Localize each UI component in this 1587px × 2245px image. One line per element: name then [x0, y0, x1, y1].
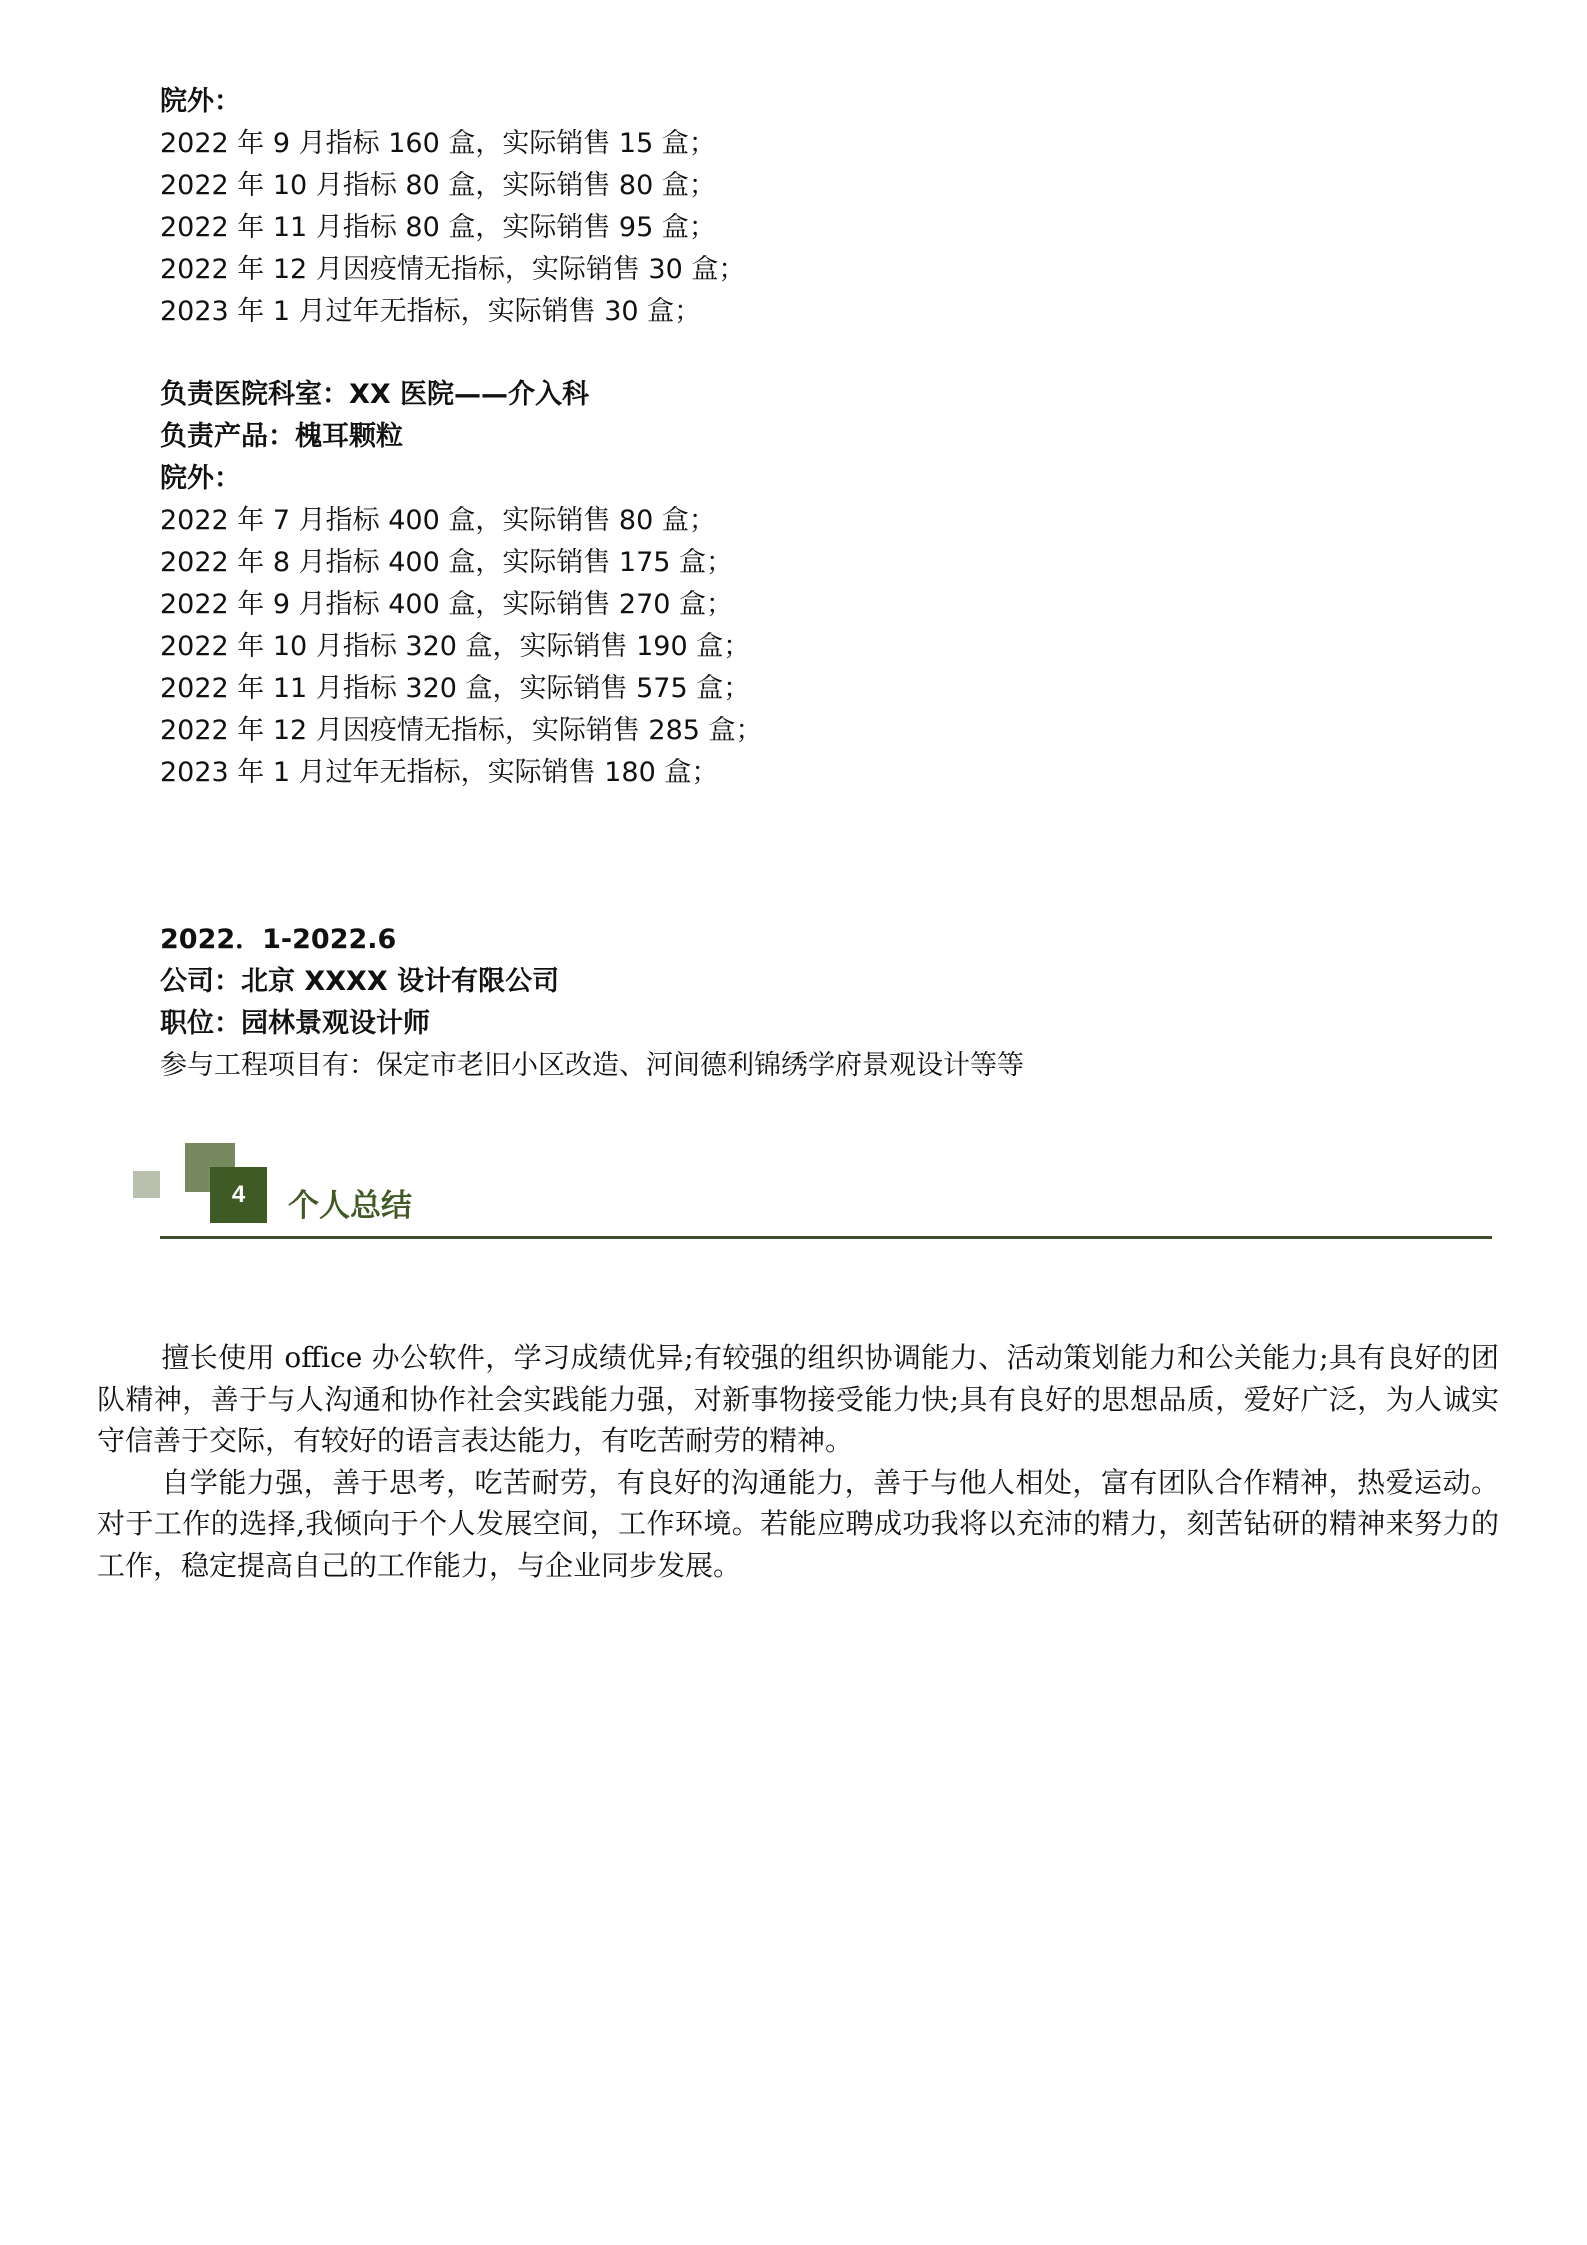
- sales-line: 2023 年 1 月过年无指标，实际销售 30 盒；: [160, 296, 702, 327]
- department-label: 负责医院科室：XX 医院——介入科: [160, 379, 590, 410]
- sales-line: 2022 年 9 月指标 400 盒，实际销售 270 盒；: [160, 589, 734, 620]
- summary-paragraph: 擅长使用 office 办公软件，学习成绩优异;有较强的组织协调能力、活动策划能力和公关能力;具有良好的团队精神，善于与人沟通和协作社会实践能力强，对新事物接受能力快;具有良好的思想品质，爱好广泛，为人诚实守信善于交际，有较好的语言表达能力，有吃苦耐劳的精神。: [97, 1341, 1499, 1457]
- work-position: 职位：园林景观设计师: [160, 1008, 430, 1039]
- sales-line: 2023 年 1 月过年无指标，实际销售 180 盒；: [160, 757, 719, 788]
- outpatient-heading-1: 院外：: [160, 86, 241, 117]
- sales-line: 2022 年 7 月指标 400 盒，实际销售 80 盒；: [160, 505, 716, 536]
- decor-square-light: [133, 1171, 160, 1198]
- sales-line: 2022 年 11 月指标 320 盒，实际销售 575 盒；: [160, 673, 751, 704]
- sales-line: 2022 年 9 月指标 160 盒，实际销售 15 盒；: [160, 128, 716, 159]
- personal-summary: [97, 1337, 1499, 1586]
- summary-paragraph: 自学能力强，善于思考，吃苦耐劳，有良好的沟通能力，善于与他人相处，富有团队合作精神，热爱运动。对于工作的选择,我倾向于个人发展空间，工作环境。若能应聘成功我将以充沛的精力，刻苦钻研的精神来努力的工作，稳定提高自己的工作能力，与企业同步发展。: [97, 1465, 1499, 1582]
- section-number: 4: [231, 1181, 246, 1208]
- work-projects: 参与工程项目有：保定市老旧小区改造、河间德利锦绣学府景观设计等等: [160, 1050, 1024, 1081]
- sales-line: 2022 年 10 月指标 80 盒，实际销售 80 盒；: [160, 170, 716, 201]
- section-title: 个人总结: [288, 1188, 412, 1224]
- sales-line: 2022 年 12 月因疫情无指标，实际销售 30 盒；: [160, 254, 746, 285]
- work-company: 公司：北京 XXXX 设计有限公司: [160, 966, 560, 997]
- product-label: 负责产品：槐耳颗粒: [160, 421, 403, 452]
- work-period: 2022．1-2022.6: [160, 924, 397, 955]
- sales-line: 2022 年 12 月因疫情无指标，实际销售 285 盒；: [160, 715, 763, 746]
- sales-line: 2022 年 8 月指标 400 盒，实际销售 175 盒；: [160, 547, 734, 578]
- sales-line: 2022 年 10 月指标 320 盒，实际销售 190 盒；: [160, 631, 751, 662]
- section-number-badge: [210, 1167, 267, 1223]
- sales-line: 2022 年 11 月指标 80 盒，实际销售 95 盒；: [160, 212, 716, 243]
- section-divider: [160, 1236, 1492, 1239]
- outpatient-heading-2: 院外：: [160, 463, 241, 494]
